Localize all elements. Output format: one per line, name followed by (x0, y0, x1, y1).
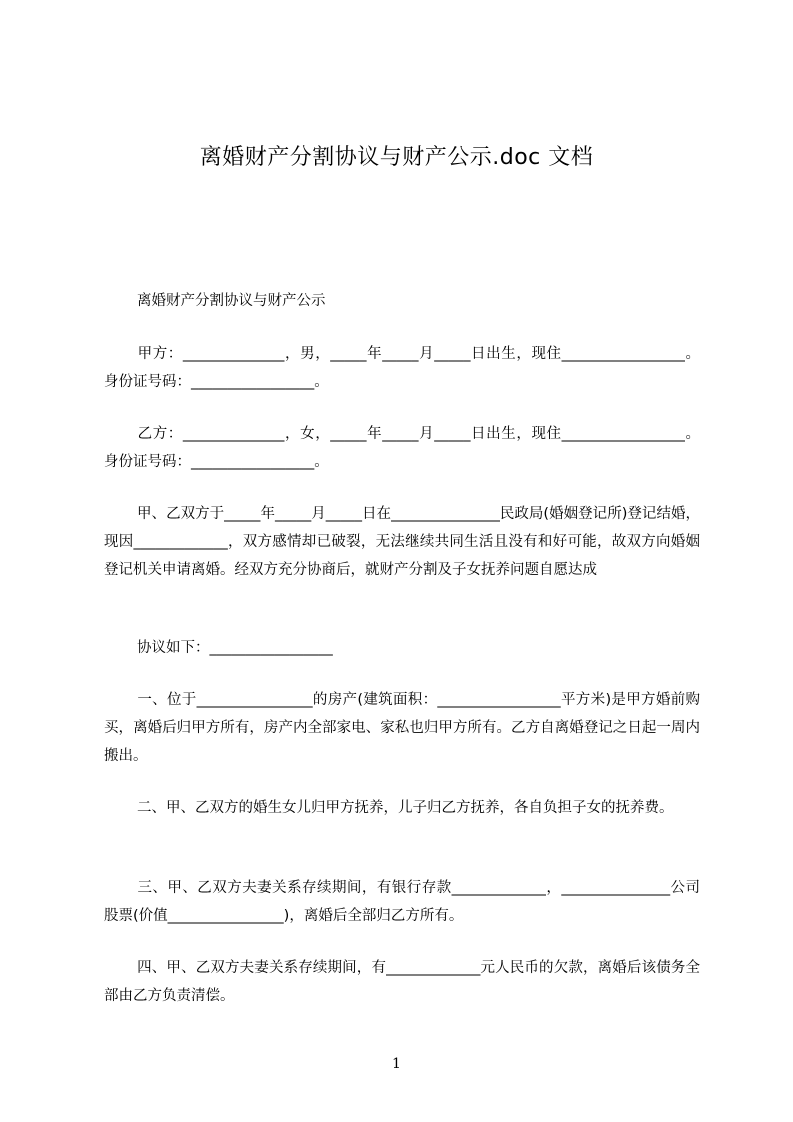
party-b-paragraph (104, 420, 700, 476)
party-a-text: 甲方：______________，男，_____年_____月_____日出生，现住_________________。身份证号码：_________________。 (104, 346, 700, 390)
page-number: 1 (392, 1056, 401, 1072)
clause-4-text: 四、甲、乙双方夫妻关系存续期间，有_____________元人民币的欠款，离婚后该债务全部由乙方负责清偿。 (104, 960, 700, 1004)
clause-3-text: 三、甲、乙双方夫妻关系存续期间，有银行存款_____________，_______________公司股票(价值________________)，离婚后全部归乙方所有。 (104, 880, 700, 924)
document-title: 离婚财产分割协议与财产公示.doc 文档 (199, 145, 594, 170)
clause-1-text: 一、位于________________的房产(建筑面积：_________________平方米)是甲方婚前购买，离婚后归甲方所有，房产内全部家电、家私也归甲方所有。乙方自离婚登记之日起一周内搬出。 (104, 692, 700, 764)
clause-2-text: 二、甲、乙双方的婚生女儿归甲方抚养，儿子归乙方抚养，各自负担子女的抚养费。 (137, 800, 674, 816)
clause-3-paragraph (104, 874, 700, 930)
clause-4-paragraph (104, 954, 700, 1010)
agreement-paragraph (104, 634, 700, 662)
clause-2-paragraph (104, 794, 700, 822)
party-b-text: 乙方：______________，女，_____年_____月_____日出生，现住_________________。身份证号码：_________________。 (104, 426, 700, 470)
subtitle-paragraph (104, 287, 700, 315)
party-a-paragraph (104, 340, 700, 396)
subtitle-text: 离婚财产分割协议与财产公示 (137, 293, 326, 309)
clause-1-paragraph (104, 686, 700, 770)
marriage-paragraph (104, 500, 700, 584)
marriage-text: 甲、乙双方于_____年_____月_____日在_______________民政局(婚姻登记所)登记结婚，现因_____________，双方感情却已破裂，无法继续共同生活且没有和好可能，故双方向婚姻登记机关申请离婚。经双方充分协商后，就财产分割及子女抚养问题自愿达成 (104, 506, 700, 578)
agreement-text: 协议如下：_________________ (137, 640, 333, 656)
